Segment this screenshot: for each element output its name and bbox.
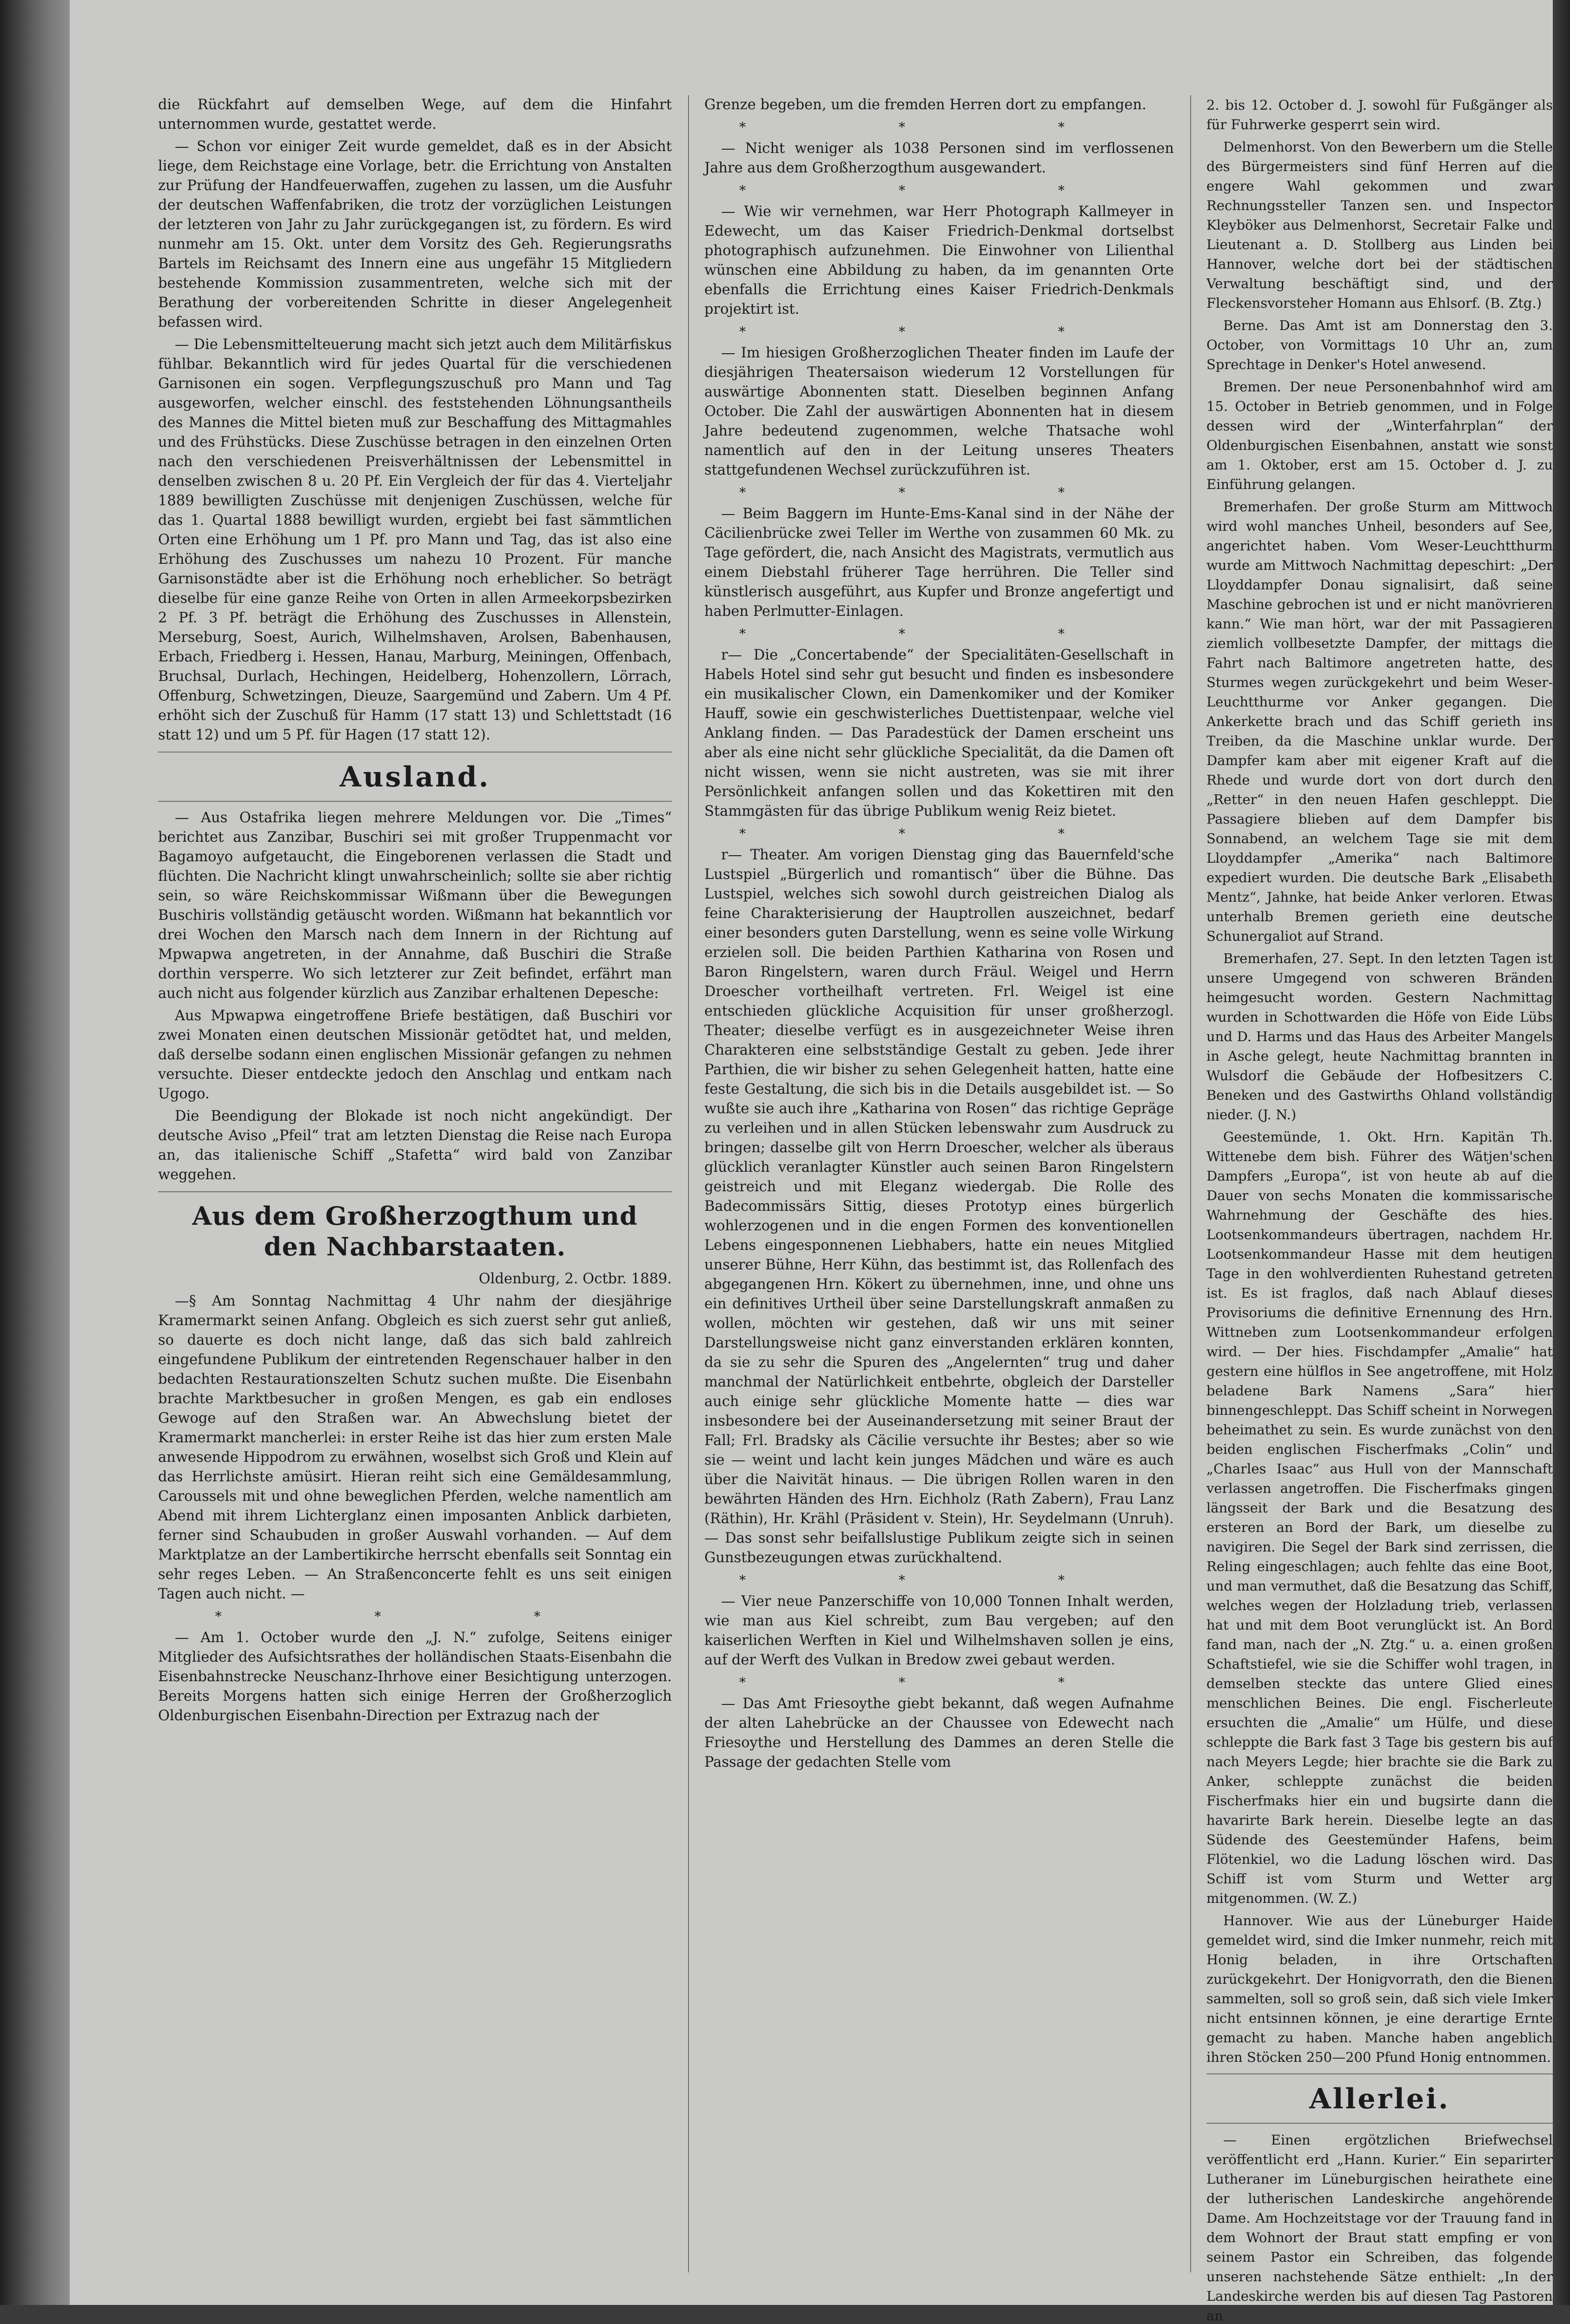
- article-text: Berne. Das Amt ist am Donnerstag den 3. October, von Vormittags 10 Uhr an, zum Sprechtage in Denker's Hotel anwesend.: [1206, 317, 1553, 372]
- section-divider: [1206, 2123, 1553, 2124]
- column-rule: [688, 95, 689, 2272]
- article-text: die Rückfahrt auf demselben Wege, auf dem die Hinfahrt unternommen wurde, gestattet werde.: [158, 97, 672, 132]
- article-text: Bremerhafen. Der große Sturm am Mittwoch wird wohl manches Unheil, besonders auf See, angerichtet haben. Vom Weser-Leuchtthurm wurde am Mittwoch Nachmittag depeschirt: „Der Lloyddampfer Donau signalisirt, daß seine Maschine gebrochen ist und er nicht manövrieren kann.“ Wie man hört, war der mit Passagieren ziemlich vollbesetzte Dampfer, der mittags die Fahrt nach Baltimore angetreten hatte, des Sturmes wegen zurückgekehrt und beim Weser-Leuchtthurme vor Anker gegangen. Die Ankerkette brach und das Schiff gerieth ins Treiben, da die Maschine unklar wurde. Der Dampfer kam aber mit eigener Kraft auf die Rhede und wurde dort von dort durch den „Retter“ in den neuen Hafen geschleppt. Die Passagiere blieben auf dem Dampfer bis Sonnabend, an welchem Tage sie mit dem Lloyddampfer „Amerika“ nach Baltimore expediert wurden. Die deutsche Bark „Elisabeth Mentz“, Jahnke, hat beide Anker verloren. Etwas unterhalb Bremen gerieth eine deutsche Schunergaliot auf Strand.: [1206, 499, 1553, 944]
- article-text: —§ Am Sonntag Nachmittag 4 Uhr nahm der diesjährige Kramermarkt seinen Anfang. Obgleich es sich zuerst sehr gut anließ, so dauerte es doch nicht lange, daß das sich bald zahlreich eingefundene Publikum der eintretenden Regenschauer halber in den bedachten Restaurationszelten Schutz suchen mußte. Die Eisenbahn brachte Marktbesucher in großen Mengen, es gab ein endloses Gewoge auf den Straßen war. An Abwechslung bietet der Kramermarkt mancherlei: in erster Reihe ist das hier zum ersten Male anwesende Hippodrom zu erwähnen, woselbst sich Groß und Klein auf das Herrlichste amüsirt. Hieran reiht sich eine Gemäldesammlung, Caroussels mit und ohne beweglichen Pferden, welche namentlich am Abend mit ihrem Lichterglanz einen imposanten Anblick darbieten, ferner sind Schaubuden in großer Auswahl vorhanden. — Auf dem Marktplatze an der Lambertikirche herrscht ebenfalls seit Sonntag ein sehr reges Leben. — An Straßenconcerte fehlt es uns seit einigen Tagen auch nicht. —: [158, 1293, 672, 1602]
- article-text: 2. bis 12. October d. J. sowohl für Fußgänger als für Fuhrwerke gesperrt sein wird.: [1206, 97, 1553, 132]
- separator-stars: * * *: [739, 626, 1139, 641]
- article-text: — Die Lebensmittelteuerung macht sich jetzt auch dem Militärfiskus fühlbar. Bekanntlich wird für jedes Quartal für die verschiedenen Garnisonen ein sogen. Verpflegungszuschuß pro Mann und Tag ausgeworfen, welcher einschl. des feststehenden Löhnungsantheils des Mannes die Mittel bieten muß zur Beschaffung des Mittagmahles und des Frühstücks. Diese Zuschüsse betragen in den einzelnen Orten nach den verschiedenen Preisverhältnissen der Lebensmittel in denselben zwischen 8 u. 20 Pf. Ein Vergleich der für das 4. Vierteljahr 1889 bewilligten Zuschüsse mit denjenigen Zuschüssen, welche für das 1. Quartal 1888 bewilligt wurden, ergiebt bei fast sämmtlichen Orten eine Erhöhung um 1 Pf. pro Mann und Tag, das ist also eine Erhöhung des Zuschusses um nahezu 10 Prozent. Für manche Garnisonstädte aber ist die Erhöhung noch erheblicher. So beträgt dieselbe für eine ganze Reihe von Orten in allen Armeekorpsbezirken 2 Pf. 3 Pf. beträgt die Erhöhung des Zuschusses in Allenstein, Merseburg, Soest, Aurich, Wilhelmshaven, Arolsen, Babenhausen, Erbach, Friedberg i. Hessen, Hanau, Marburg, Meiningen, Offenbach, Bruchsal, Durlach, Hechingen, Heidelberg, Hohenzollern, Lörrach, Offenburg, Schwetzingen, Dieuze, Saargemünd und Zabern. Um 4 Pf. erhöht sich der Zuschuß für Hamm (17 statt 13) und Schlettstadt (16 statt 12) und um 5 Pf. für Hagen (17 statt 12).: [158, 337, 672, 743]
- scan-binding-edge: [0, 0, 70, 2305]
- column-1: [158, 95, 672, 2282]
- article-text: — Einen ergötzlichen Briefwechsel veröffentlicht erd „Hann. Kurier.“ Ein separirter Lutheraner im Lüneburgischen heirathete eine der lutherischen Landeskirche angehörende Dame. Am Hochzeitstage vor der Trauung fand in dem Wohnort der Braut statt empfing er von seinem Pastor ein Schreiben, das folgende unseren nachstehende Sätze enthielt: „In der Landeskirche werden bis auf diesen Tag Pastoren an: [1206, 2132, 1553, 2324]
- separator-stars: * * *: [215, 1609, 615, 1624]
- column-rule: [1190, 95, 1191, 2272]
- column-3: [1206, 95, 1553, 2324]
- section-divider: [158, 801, 672, 802]
- article-text: Delmenhorst. Von den Bewerbern um die Stelle des Bürgermeisters sind fünf Herren auf die engere Wahl gekommen und zwar Rechnungssteller Tanzen sen. und Inspector Kleyböker aus Delmenhorst, Secretair Falke und Lieutenant a. D. Stollberg aus Linden bei Hannover, welche dort bei der städtischen Verwaltung beschäftigt sind, und der Fleckensvorsteher Homann aus Ehlsorf. (B. Ztg.): [1206, 139, 1553, 311]
- dateline: Oldenburg, 2. Octbr. 1889.: [478, 1271, 672, 1287]
- article-text: Geestemünde, 1. Okt. Hrn. Kapitän Th. Wittenebe dem bish. Führer des Wätjen'schen Dampfers „Europa“, ist von heute ab auf die Dauer von sechs Monaten die kommissarische Wahrnehmung der Geschäfte des hies. Lootsenkommandeurs übertragen, nachdem Hr. Lootsenkommandeur Hasse mit dem heutigen Tage in den wohlverdienten Ruhestand getreten ist. Es ist fraglos, daß nach Ablauf dieses Provisoriums die definitive Ernennung des Hrn. Wittneben zum Lootsenkommandeur erfolgen wird. — Der hies. Fischdampfer „Amalie“ hat gestern eine hülflos in See angetroffene, mit Holz beladene Bark Namens „Sara“ hier binnengeschleppt. Das Schiff scheint in Norwegen beheimathet zu sein. Es wurde zunächst von den beiden englischen Fischerfmaks „Colin“ und „Charles Isaac“ aus Hull von der Mannschaft verlassen angetroffen. Die Fischerfmaks gingen längsseit der Bark und die Besatzung des ersteren an Bord der Bark, um dieselbe zu navigiren. Die Segel der Bark sind zerrissen, die Reling eingeschlagen; auch fehlte das eine Boot, und man vermuthet, daß die Besatzung das Schiff, welches wegen der Holzladung trieb, verlassen hat und mit dem Boot verunglückt ist. An Bord fand man, nach der „N. Ztg.“ u. a. einen großen Schaftstiefel, wie sie die Schiffer wohl tragen, in demselben steckte das untere Glied eines menschlichen Beines. Die engl. Fischerleute ersuchten die „Amalie“ um Hülfe, und diese schleppte die Bark fast 3 Tage bis gestern bis auf nach Meyers Legde; hier brachte sie die Bark zu Anker, schleppte zunächst die beiden Fischerfmaks hier ein und bugsirte dann die havarirte Bark herein. Dieselbe legte an das Südende des Geestemünder Hafens, beim Flötenkiel, wo die Ladung löschen wird. Das Schiff ist vom Sturm und Wetter arg mitgenommen. (W. Z.): [1206, 1129, 1553, 1906]
- article-text: Bremerhafen, 27. Sept. In den letzten Tagen ist unsere Umgegend von schweren Bränden heimgesucht worden. Gestern Nachmittag wurden in Schottwarden die Höfe von Eide Lübs und D. Harms und das Haus des Arbeiter Mangels in Asche gelegt, heute Nachmittag brannten in Wulsdorf die Gebäude der Hofbesitzers C. Beneken und des Gastwirths Ohland vollständig nieder. (J. N.): [1206, 951, 1553, 1122]
- article-text: — Im hiesigen Großherzoglichen Theater finden im Laufe der diesjährigen Theatersaison wiederum 12 Vorstellungen für auswärtige Abonnenten statt. Dieselben beginnen Anfang October. Die Zahl der auswärtigen Abonnenten hat in diesem Jahre bedeutend zugenommen, welche Thatsache wohl namentlich auf den in der Leitung unseres Theaters stattgefundenen Wechsel zurückzuführen ist.: [704, 345, 1174, 478]
- newspaper-page: [70, 0, 1553, 2324]
- section-divider: [1206, 2073, 1553, 2074]
- article-text: — Schon vor einiger Zeit wurde gemeldet, daß es in der Absicht liege, dem Reichstage eine Vorlage, betr. die Errichtung von Anstalten zur Prüfung der Handfeuerwaffen, zugehen zu lassen, um die Ausfuhr der deutschen Waffenfabriken, die trotz der vorzüglichen Leistungen der letzteren von Jahr zu Jahr zurückgegangen ist, zu fördern. Es wird nunmehr am 15. Okt. unter dem Vorsitz des Geh. Regierungsraths Bartels im Reichsamt des Innern eine aus ungefähr 15 Mitgliedern bestehende Kommission zusammentreten, welche sich mit der Berathung der vorbereitenden Schritte in dieser Angelegenheit befassen wird.: [158, 139, 672, 330]
- article-text: — Aus Ostafrika liegen mehrere Meldungen vor. Die „Times“ berichtet aus Zanzibar, Buschiri sei mit großer Truppenmacht vor Bagamoyo aufgetaucht, die Eingeborenen verlassen die Stadt und flüchten. Die Nachricht klingt unwahrscheinlich; sollte sie aber richtig sein, so wäre Reichskommissar Wißmann über die Bewegungen Buschiris vollständig getäuscht worden. Wißmann hat bekanntlich vor drei Wochen den Marsch nach dem Innern in der Richtung auf Mpwapwa angetreten, in der Annahme, daß Buschiri die Straße dorthin versperre. Wo sich letzterer zur Zeit befindet, erfährt man auch nicht aus folgender kürzlich aus Zanzibar erhaltenen Depesche:: [158, 810, 672, 1002]
- separator-stars: * * *: [739, 1675, 1139, 1690]
- article-text: — Beim Baggern im Hunte-Ems-Kanal sind in der Nähe der Cäcilienbrücke zwei Teller im Werthe von zusammen 60 Mk. zu Tage gefördert, die, nach Ansicht des Magistrats, vermutlich aus einem Diebstahl früherer Tage herrühren. Die Teller sind künstlerisch ausgeführt, aus Kupfer und Bronze angefertigt und haben Perlmutter-Einlagen.: [704, 506, 1174, 620]
- article-text: — Am 1. October wurde den „J. N.“ zufolge, Seitens einiger Mitglieder des Aufsichtsrathes der holländischen Staats-Eisenbahn die Eisenbahnstrecke Neuschanz-Ihrhove einer Besichtigung unterzogen. Bereits Morgens hatten sich einige Herren der Großherzoglich Oldenburgischen Eisenbahn-Direction per Extrazug nach der: [158, 1630, 672, 1724]
- separator-stars: * * *: [739, 485, 1139, 500]
- section-divider: [158, 1191, 672, 1192]
- separator-stars: * * *: [739, 119, 1139, 135]
- article-text: r— Die „Concertabende“ der Specialitäten-Gesellschaft in Habels Hotel sind sehr gut besucht und finden es insbesondere ein musikalischer Clown, ein Damenkomiker und der Komiker Hauff, sowie ein geschwisterliches Duettistenpaar, welche viel Anklang finden. — Das Paradestück der Damen erscheint uns aber als eine nicht sehr glückliche Specialität, da die Damen oft nicht wissen, wenn sie nicht austreten, was sie mit ihrer Persönlichkeit anfangen sollen und das Kokettiren mit den Stammgästen für das übrige Publikum wenig Reiz bietet.: [704, 647, 1174, 819]
- article-text: — Wie wir vernehmen, war Herr Photograph Kallmeyer in Edewecht, um das Kaiser Friedrich-Denkmal dortselbst photographisch aufzunehmen. Die Einwohner von Lilienthal wünschen eine Abbildung zu haben, da im genannten Orte ebenfalls die Errichtung eines Kaiser Friedrich-Denkmals projektirt ist.: [704, 204, 1174, 317]
- article-text: Hannover. Wie aus der Lüneburger Haide gemeldet wird, sind die Imker nunmehr, reich mit Honig beladen, in ihre Ortschaften zurückgekehrt. Der Honigvorrath, den die Bienen sammelten, soll so groß sein, daß sich viele Imker nicht entsinnen können, je eine derartige Ernte gemacht zu haben. Manche haben angeblich ihren Stöcken 250—200 Pfund Honig entnommen.: [1206, 1913, 1553, 2065]
- separator-stars: * * *: [739, 826, 1139, 841]
- article-text: — Das Amt Friesoythe giebt bekannt, daß wegen Aufnahme der alten Lahebrücke an der Chaussee von Edewecht nach Friesoythe und Herstellung des Dammes an deren Stelle die Passage der gedachten Stelle vom: [704, 1696, 1174, 1770]
- article-text: Grenze begeben, um die fremden Herren dort zu empfangen.: [704, 97, 1146, 113]
- separator-stars: * * *: [739, 1572, 1139, 1588]
- article-text: Die Beendigung der Blokade ist noch nicht angekündigt. Der deutsche Aviso „Pfeil“ trat am letzten Dienstag die Reise nach Europa an, das italienische Schiff „Stafetta“ wird bald von Zanzibar weggehen.: [158, 1108, 672, 1183]
- article-text: — Nicht weniger als 1038 Personen sind im verflossenen Jahre aus dem Großherzogthum ausgewandert.: [704, 140, 1174, 176]
- article-text: — Vier neue Panzerschiffe von 10,000 Tonnen Inhalt werden, wie man aus Kiel schreibt, zum Bau vergeben; auf den kaiserlichen Werften in Kiel und Wilhelmshaven sollen je eins, auf der Werft des Vulkan in Bredow zwei gebaut werden.: [704, 1593, 1174, 1668]
- section-divider: [158, 752, 672, 753]
- article-text: Aus Mpwapwa eingetroffene Briefe bestätigen, daß Buschiri vor zwei Monaten einen deutschen Missionär getödtet hat, und melden, daß derselbe sodann einen englischen Missionär gefangen zu nehmen versuchte. Dieser entdeckte jedoch den Anschlag und entkam nach Ugogo.: [158, 1008, 672, 1102]
- section-heading-allerlei: Allerlei.: [1309, 2083, 1450, 2115]
- separator-stars: * * *: [739, 183, 1139, 198]
- section-heading-grossherzogthum: Aus dem Großherzogthum und: [192, 1201, 638, 1231]
- section-heading-nachbarstaaten: den Nachbarstaaten.: [264, 1232, 566, 1261]
- article-text: Bremen. Der neue Personenbahnhof wird am 15. October in Betrieb genommen, und in Folge dessen wird der „Winterfahrplan“ der Oldenburgischen Eisenbahnen, anstatt wie sonst am 1. Oktober, erst am 15. October d. J. zu Einführung gelangen.: [1206, 379, 1553, 492]
- column-2: [704, 95, 1174, 2282]
- article-text: r— Theater. Am vorigen Dienstag ging das Bauernfeld'sche Lustspiel „Bürgerlich und romantisch“ über die Bühne. Das Lustspiel, welches sich sowohl durch geistreichen Dialog als feine Charakterisierung der Hauptrollen auszeichnet, bedarf einer besonders guten Darstellung, wenn es seine volle Wirkung erzielen soll. Die beiden Parthien Katharina von Rosen und Baron Ringelstern, waren durch Fräul. Weigel und Herrn Droescher vortheilhaft vertreten. Frl. Weigel ist eine entschieden glückliche Acquisition für unser großherzogl. Theater; dieselbe verfügt es in ausgezeichneter Weise ihren Charakteren eine selbstständige Gestalt zu geben. Jede ihrer Parthien, die wir bisher zu sehen Gelegenheit hatten, hatte eine feste Gestaltung, die sich bis in die Details ausgebildet ist. — So wußte sie auch ihre „Katharina von Rosen“ das richtige Gepräge zu verleihen und in allen Stücken lebenswahr zum Ausdruck zu bringen; dasselbe gilt von Herrn Droescher, welcher als überaus glücklich veranlagter Künstler auch seinen Baron Ringelstern geistreich und mit Eleganz wiedergab. Die Rolle des Badecommissärs Sittig, dieses Prototyp eines bürgerlich wohlerzogenen und in die engen Formen des konventionellen Lebens eingesponnenen Liebhabers, hatte ein neues Mitglied unserer Bühne, Herr Kühn, das bestimmt ist, das Rollenfach des abgegangenen Hrn. Kökert zu übernehmen, inne, und ohne uns ein definitives Urtheil über seine Darstellungskraft anmaßen zu wollen, möchten wir gestehen, daß wir uns mit seiner Darstellungsweise nicht ganz einverstanden erklären konnten, da sie zu sehr die Spuren des „Angelernten“ trug und daher manchmal der Natürlichkeit entbehrte, obgleich der Darsteller auch einige sehr glückliche Momente hatte — dies war insbesondere bei der Auseinandersetzung mit seiner Braut der Fall; Frl. Bradsky als Cäcilie versuchte ihr Bestes; aber so wie sie — weint und lacht kein junges Mädchen und wäre es auch über die Naivität hinaus. — Die übrigen Rollen waren in den bewährten Händen des Hrn. Eichholz (Rath Zabern), Frau Lanz (Räthin), Hr. Krähl (Präsident v. Stein), Hr. Seydelmann (Unruh). — Das sonst sehr beifallslustige Publikum zeigte sich in seinen Gunstbezeugungen etwas zurückhaltend.: [704, 847, 1174, 1566]
- section-heading-ausland: Ausland.: [339, 761, 490, 793]
- separator-stars: * * *: [739, 324, 1139, 339]
